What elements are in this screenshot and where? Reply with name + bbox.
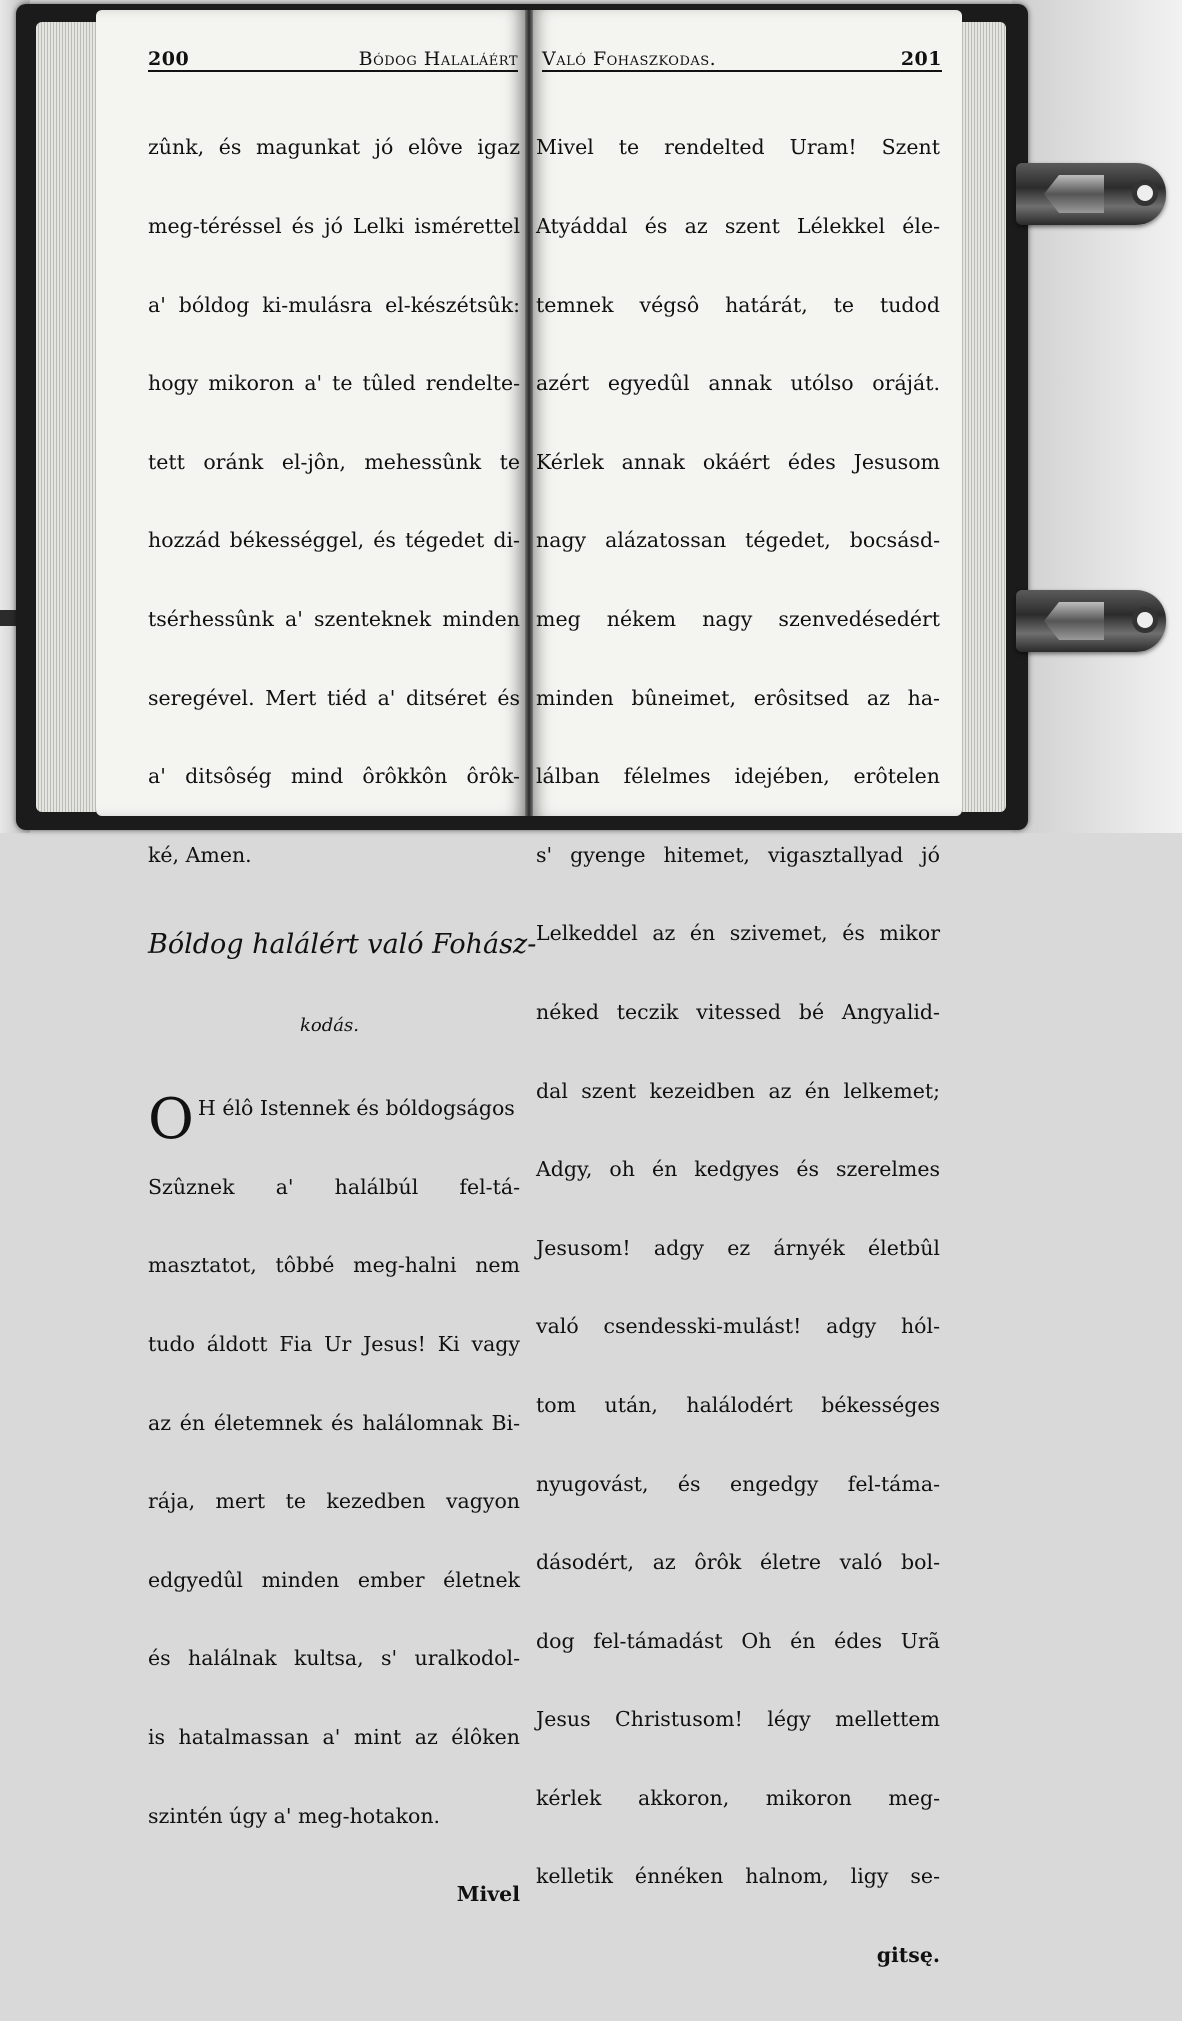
text-line: a' ditsôség mind ôrôkkôn ôrôk- — [148, 764, 520, 789]
text-line: dog fel-támadást Oh én édes Urã — [536, 1628, 940, 1653]
text-line: tsérhessûnk a' szenteknek minden — [148, 606, 520, 631]
left-page-number: 200 — [148, 48, 190, 70]
text-line: és halálnak kultsa, s' uralkodol- — [148, 1646, 520, 1671]
right-running-head: Való Fohaszkodas. — [542, 48, 717, 70]
text-line: szintén úgy a' meg-hotakon. — [148, 1803, 441, 1828]
text-line: kérlek akkoron, mikoron meg- — [536, 1785, 940, 1810]
text-line: masztatot, tôbbé meg-halni nem — [148, 1253, 520, 1278]
text-line: zûnk, és magunkat jó elôve igaz — [148, 135, 520, 160]
text-line: meg nékem nagy szenvedésedért — [536, 606, 940, 631]
text-line: nyugovást, és engedgy fel-táma- — [536, 1471, 940, 1496]
text-line: Kérlek annak okáért édes Jesusom — [536, 449, 940, 474]
clasp-icon — [1016, 163, 1166, 225]
clasp-icon — [1016, 590, 1166, 652]
right-page-number: 201 — [900, 48, 942, 70]
text-line: meg-téréssel és jó Lelki ismérettel — [148, 214, 520, 238]
background-right — [1012, 0, 1182, 833]
right-page — [530, 10, 962, 1968]
text-line: minden bûneimet, erôsitsed az ha- — [536, 685, 940, 710]
text-line: kelletik énnéken halnom, ligy se- — [536, 1864, 940, 1889]
catchword: gitsę. — [876, 1943, 940, 1968]
text-line: hogy mikoron a' te tûled rendelte- — [148, 371, 520, 396]
text-line: seregével. Mert tiéd a' ditséret és — [148, 685, 520, 710]
text-line: is hatalmassan a' mint az élôken — [148, 1724, 520, 1749]
left-page-header — [148, 36, 518, 72]
text-line-content: H élô Istennek és bóldogságos — [197, 1096, 515, 1121]
text-line: hozzád békességgel, és tégedet di- — [148, 528, 520, 553]
right-page-text — [536, 82, 940, 2021]
text-line: az én életemnek és halálomnak Bi- — [148, 1410, 520, 1435]
text-line: dal szent kezeidben az én lelkemet; — [536, 1078, 940, 1103]
text-line: Mivel te rendelted Uram! Szent — [536, 135, 940, 160]
section-heading-continued: kodás. — [300, 1014, 359, 1036]
text-line: Lelkeddel az én szivemet, és mikor — [536, 921, 940, 946]
text-line: néked teczik vitessed bé Angyalid- — [536, 999, 940, 1024]
left-running-head: Bódog Halaláért — [358, 48, 518, 70]
page-edges-right — [962, 22, 1006, 812]
text-line: ké, Amen. — [148, 842, 252, 867]
text-line: s' gyenge hitemet, vigasztallyad jó — [536, 842, 940, 867]
text-line: tett oránk el-jôn, mehessûnk te — [148, 449, 520, 474]
text-line — [148, 1087, 520, 1153]
catchword: Mivel — [456, 1882, 520, 1907]
text-line: a' bóldog ki-mulásra el-készétsûk: — [148, 292, 520, 317]
text-line: Atyáddal és az szent Lélekkel éle- — [536, 214, 940, 238]
drop-cap: O — [148, 1087, 194, 1153]
text-line: edgyedûl minden ember életnek — [148, 1567, 520, 1592]
text-line: Szûznek a' halálbúl fel-tá- — [148, 1174, 520, 1199]
text-line: lálban félelmes idejében, erôtelen — [536, 764, 940, 789]
page-edges-left — [36, 22, 96, 812]
text-line: rája, mert te kezedben vagyon — [148, 1489, 520, 1514]
text-line: tudo áldott Fia Ur Jesus! Ki vagy — [148, 1331, 520, 1356]
text-line: való csendesski-mulást! adgy hól- — [536, 1314, 940, 1339]
left-page-text — [148, 82, 537, 1960]
section-heading: Bóldog halálért való Fohász- — [148, 929, 537, 961]
text-line: tom után, halálodért békességes — [536, 1392, 940, 1417]
text-line: Jesusom! adgy ez árnyék életbûl — [536, 1235, 940, 1260]
text-line: Jesus Christusom! légy mellettem — [536, 1707, 940, 1732]
text-line: Adgy, oh én kedgyes és szerelmes — [536, 1157, 940, 1182]
left-page — [96, 10, 537, 1907]
text-line: nagy alázatossan tégedet, bocsásd- — [536, 528, 940, 553]
book-gutter — [525, 10, 533, 816]
text-line: azért egyedûl annak utólso oráját. — [536, 371, 940, 396]
text-line: temnek végsô határát, te tudod — [536, 292, 940, 317]
text-line: dásodért, az ôrôk életre való bol- — [536, 1550, 940, 1575]
right-page-header — [542, 36, 942, 72]
